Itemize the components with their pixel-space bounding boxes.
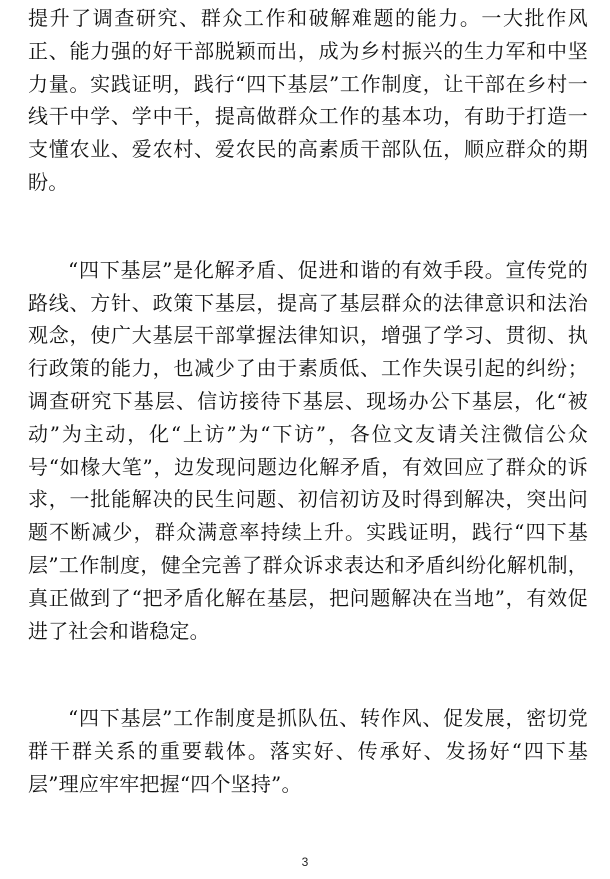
page-number: 3 [301, 855, 309, 869]
paragraph-gap [28, 199, 588, 254]
paragraph-gap [28, 647, 588, 702]
paragraph-2: “四下基层”是化解矛盾、促进和谐的有效手段。宣传党的路线、方针、政策下基层，提高了基层群众的法律意识和法治观念，使广大基层干部掌握法律知识，增强了学习、贯彻、执行政策的能力，也减少了由于素质低、工作失误引起的纠纷；调查研究下基层、信访接待下基层、现场办公下基层，化“被动”为主动，化“上访”为“下访”，各位文友请关注微信公众号“如椽大笔”，边发现问题边化解矛盾，有效回应了群众的诉求，一批能解决的民生问题、初信初访及时得到解决，突出问题不断减少，群众满意率持续上升。实践证明，践行“四下基层”工作制度，健全完善了群众诉求表达和矛盾纠纷化解机制，真正做到了“把矛盾化解在基层，把问题解决在当地”，有效促进了社会和谐稳定。 [28, 257, 588, 643]
document-body [28, 2, 588, 801]
paragraph-1: 提升了调查研究、群众工作和破解难题的能力。一大批作风正、能力强的好干部脱颖而出，成为乡村振兴的生力军和中坚力量。实践证明，践行“四下基层”工作制度，让干部在乡村一线干中学、学中干，提高做群众工作的基本功，有助于打造一支懂农业、爱农村、爱农民的高素质干部队伍，顺应群众的期盼。 [28, 6, 588, 194]
paragraph-3: “四下基层”工作制度是抓队伍、转作风、促发展，密切党群干群关系的重要载体。落实好、传承好、发扬好“四下基层”理应牢牢把握“四个坚持”。 [28, 706, 588, 796]
